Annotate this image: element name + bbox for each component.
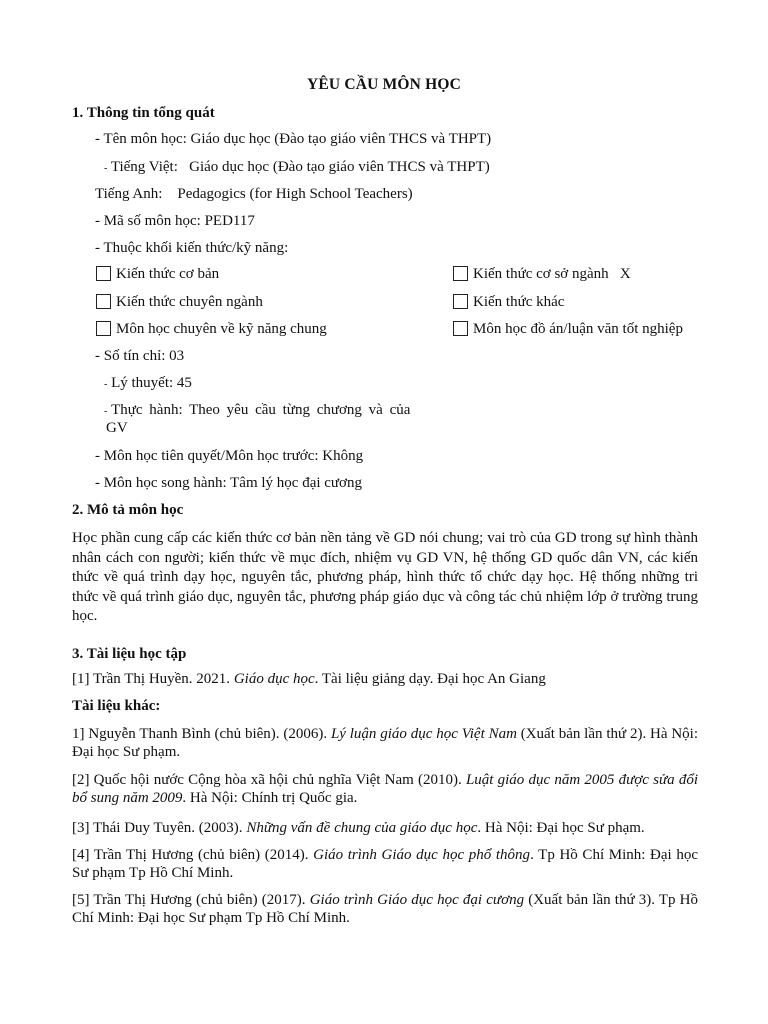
english-label: Tiếng Anh: [95, 186, 163, 202]
english-name [95, 185, 413, 203]
reference-5 [72, 891, 698, 927]
ref-text: . Tài liệu giảng dạy. Đại học An Giang [314, 671, 546, 687]
other-references-heading: Tài liệu khác: [72, 698, 161, 714]
option-label: Môn học đồ án/luận văn tốt nghiệp [473, 321, 683, 337]
vietnamese-label: Tiếng Việt: [110, 159, 178, 175]
english-value: Pedagogics (for High School Teachers) [177, 186, 413, 202]
page-title: YÊU CẦU MÔN HỌC [306, 76, 462, 93]
option-label: Kiến thức chuyên ngành [116, 294, 263, 310]
main-reference [72, 670, 546, 688]
ref-text: [4] Trần Thị Hương (chủ biên) (2014). [72, 847, 314, 863]
ref-text: . Hà Nội: Chính trị Quốc gia. [182, 790, 358, 806]
ref-text: [1] Trần Thị Huyền. 2021. [72, 671, 234, 687]
option-basic[interactable] [96, 265, 219, 283]
ref-title: Những vấn đề chung của giáo dục học [246, 820, 478, 836]
parallel-course: - Môn học song hành: Tâm lý học đại cương [95, 475, 362, 491]
ref-text: 1] Nguyễn Thanh Bình (chủ biên). (2006). [72, 726, 331, 742]
ref-text: . Tp Hồ Chí Minh: Đại học Sư phạm Tp Hồ Chí Minh. [72, 847, 698, 881]
option-other[interactable] [453, 293, 564, 311]
option-label: Kiến thức khác [473, 294, 565, 310]
reference-3 [72, 819, 698, 837]
ref-text: . Hà Nội: Đại học Sư phạm. [477, 820, 645, 836]
vietnamese-value: Giáo dục học (Đào tạo giáo viên THCS và THPT) [189, 159, 490, 175]
credits: - Số tín chỉ: 03 [95, 348, 185, 364]
vietnamese-name [104, 158, 490, 178]
checkbox[interactable] [453, 321, 468, 336]
ref-text: [3] Thái Duy Tuyên. (2003). [72, 820, 247, 836]
theory-hours [104, 374, 192, 394]
option-specialized[interactable] [96, 293, 263, 311]
bullet-icon: - [104, 406, 108, 417]
option-label: Môn học chuyên về kỹ năng chung [116, 321, 327, 337]
practice-line2: GV [106, 420, 128, 436]
ref-title: Giáo trình Giáo dục học phổ thông [313, 847, 531, 863]
checkbox[interactable] [453, 266, 468, 281]
course-name: - Tên môn học: Giáo dục học (Đào tạo giáo viên THCS và THPT) [95, 131, 492, 147]
reference-2 [72, 771, 698, 807]
option-label: Kiến thức cơ bản [116, 266, 220, 282]
checkbox[interactable] [96, 321, 111, 336]
option-label: Kiến thức cơ sở ngành [473, 266, 609, 282]
bullet-icon: - [104, 379, 108, 390]
ref-title: Giáo trình Giáo dục học đại cương [309, 892, 525, 908]
ref-text: [5] Trần Thị Hương (chủ biên) (2017). [72, 892, 310, 908]
option-foundation[interactable] [453, 265, 631, 283]
ref-text: (Xuất bản lần thứ 3). Tp Hồ Chí Minh: Đại học Sư phạm Tp Hồ Chí Minh. [72, 892, 698, 926]
ref-title: Giáo dục học [233, 671, 315, 687]
checkbox[interactable] [96, 266, 111, 281]
theory-text: Lý thuyết: 45 [111, 375, 192, 391]
option-thesis[interactable] [453, 320, 683, 338]
ref-text: (Xuất bản lần thứ 2). Hà Nội: Đại học Sư phạm. [72, 726, 699, 760]
section3-heading: 3. Tài liệu học tập [72, 646, 187, 662]
ref-title: Lý luận giáo dục học Việt Nam [330, 726, 517, 742]
checkbox[interactable] [96, 294, 111, 309]
course-description: Học phần cung cấp các kiến thức cơ bản nền tảng về GD nói chung; vai trò của GD trong sự hình thành nhân cách con người; kiến thức về mục đích, nhiệm vụ GD VN, hệ thống GD quốc dân VN, các kiến thức về quá trình dạy học, nguyên tắc, phương pháp, hình thức tổ chức dạy học. Hệ thống những tri thức về quá trình giáo dục, nguyên tắc, phương pháp giáo dục và công tác chủ nhiệm lớp ở trường trung học. [72, 530, 698, 624]
section1-heading: 1. Thông tin tổng quát [72, 105, 215, 121]
section2-heading: 2. Mô tả môn học [72, 502, 184, 518]
ref-text: [2] Quốc hội nước Cộng hòa xã hội chủ nghĩa Việt Nam (2010). [72, 772, 466, 788]
course-code: - Mã số môn học: PED117 [95, 213, 255, 229]
bullet-icon: - [104, 163, 108, 174]
ref-title: Luật giáo dục năm 2005 được sửa đổi bổ sung năm 2009 [72, 772, 699, 806]
practice-line1 [104, 401, 410, 421]
option-mark: X [619, 266, 631, 282]
practice-text: Thực hành: Theo yêu cầu từng chương và của [111, 402, 411, 418]
knowledge-block: - Thuộc khối kiến thức/kỹ năng: [95, 240, 289, 256]
reference-4 [72, 846, 698, 882]
checkbox[interactable] [453, 294, 468, 309]
reference-1 [72, 725, 698, 761]
prerequisite: - Môn học tiên quyết/Môn học trước: Không [95, 448, 364, 464]
option-general-skills[interactable] [96, 320, 327, 338]
